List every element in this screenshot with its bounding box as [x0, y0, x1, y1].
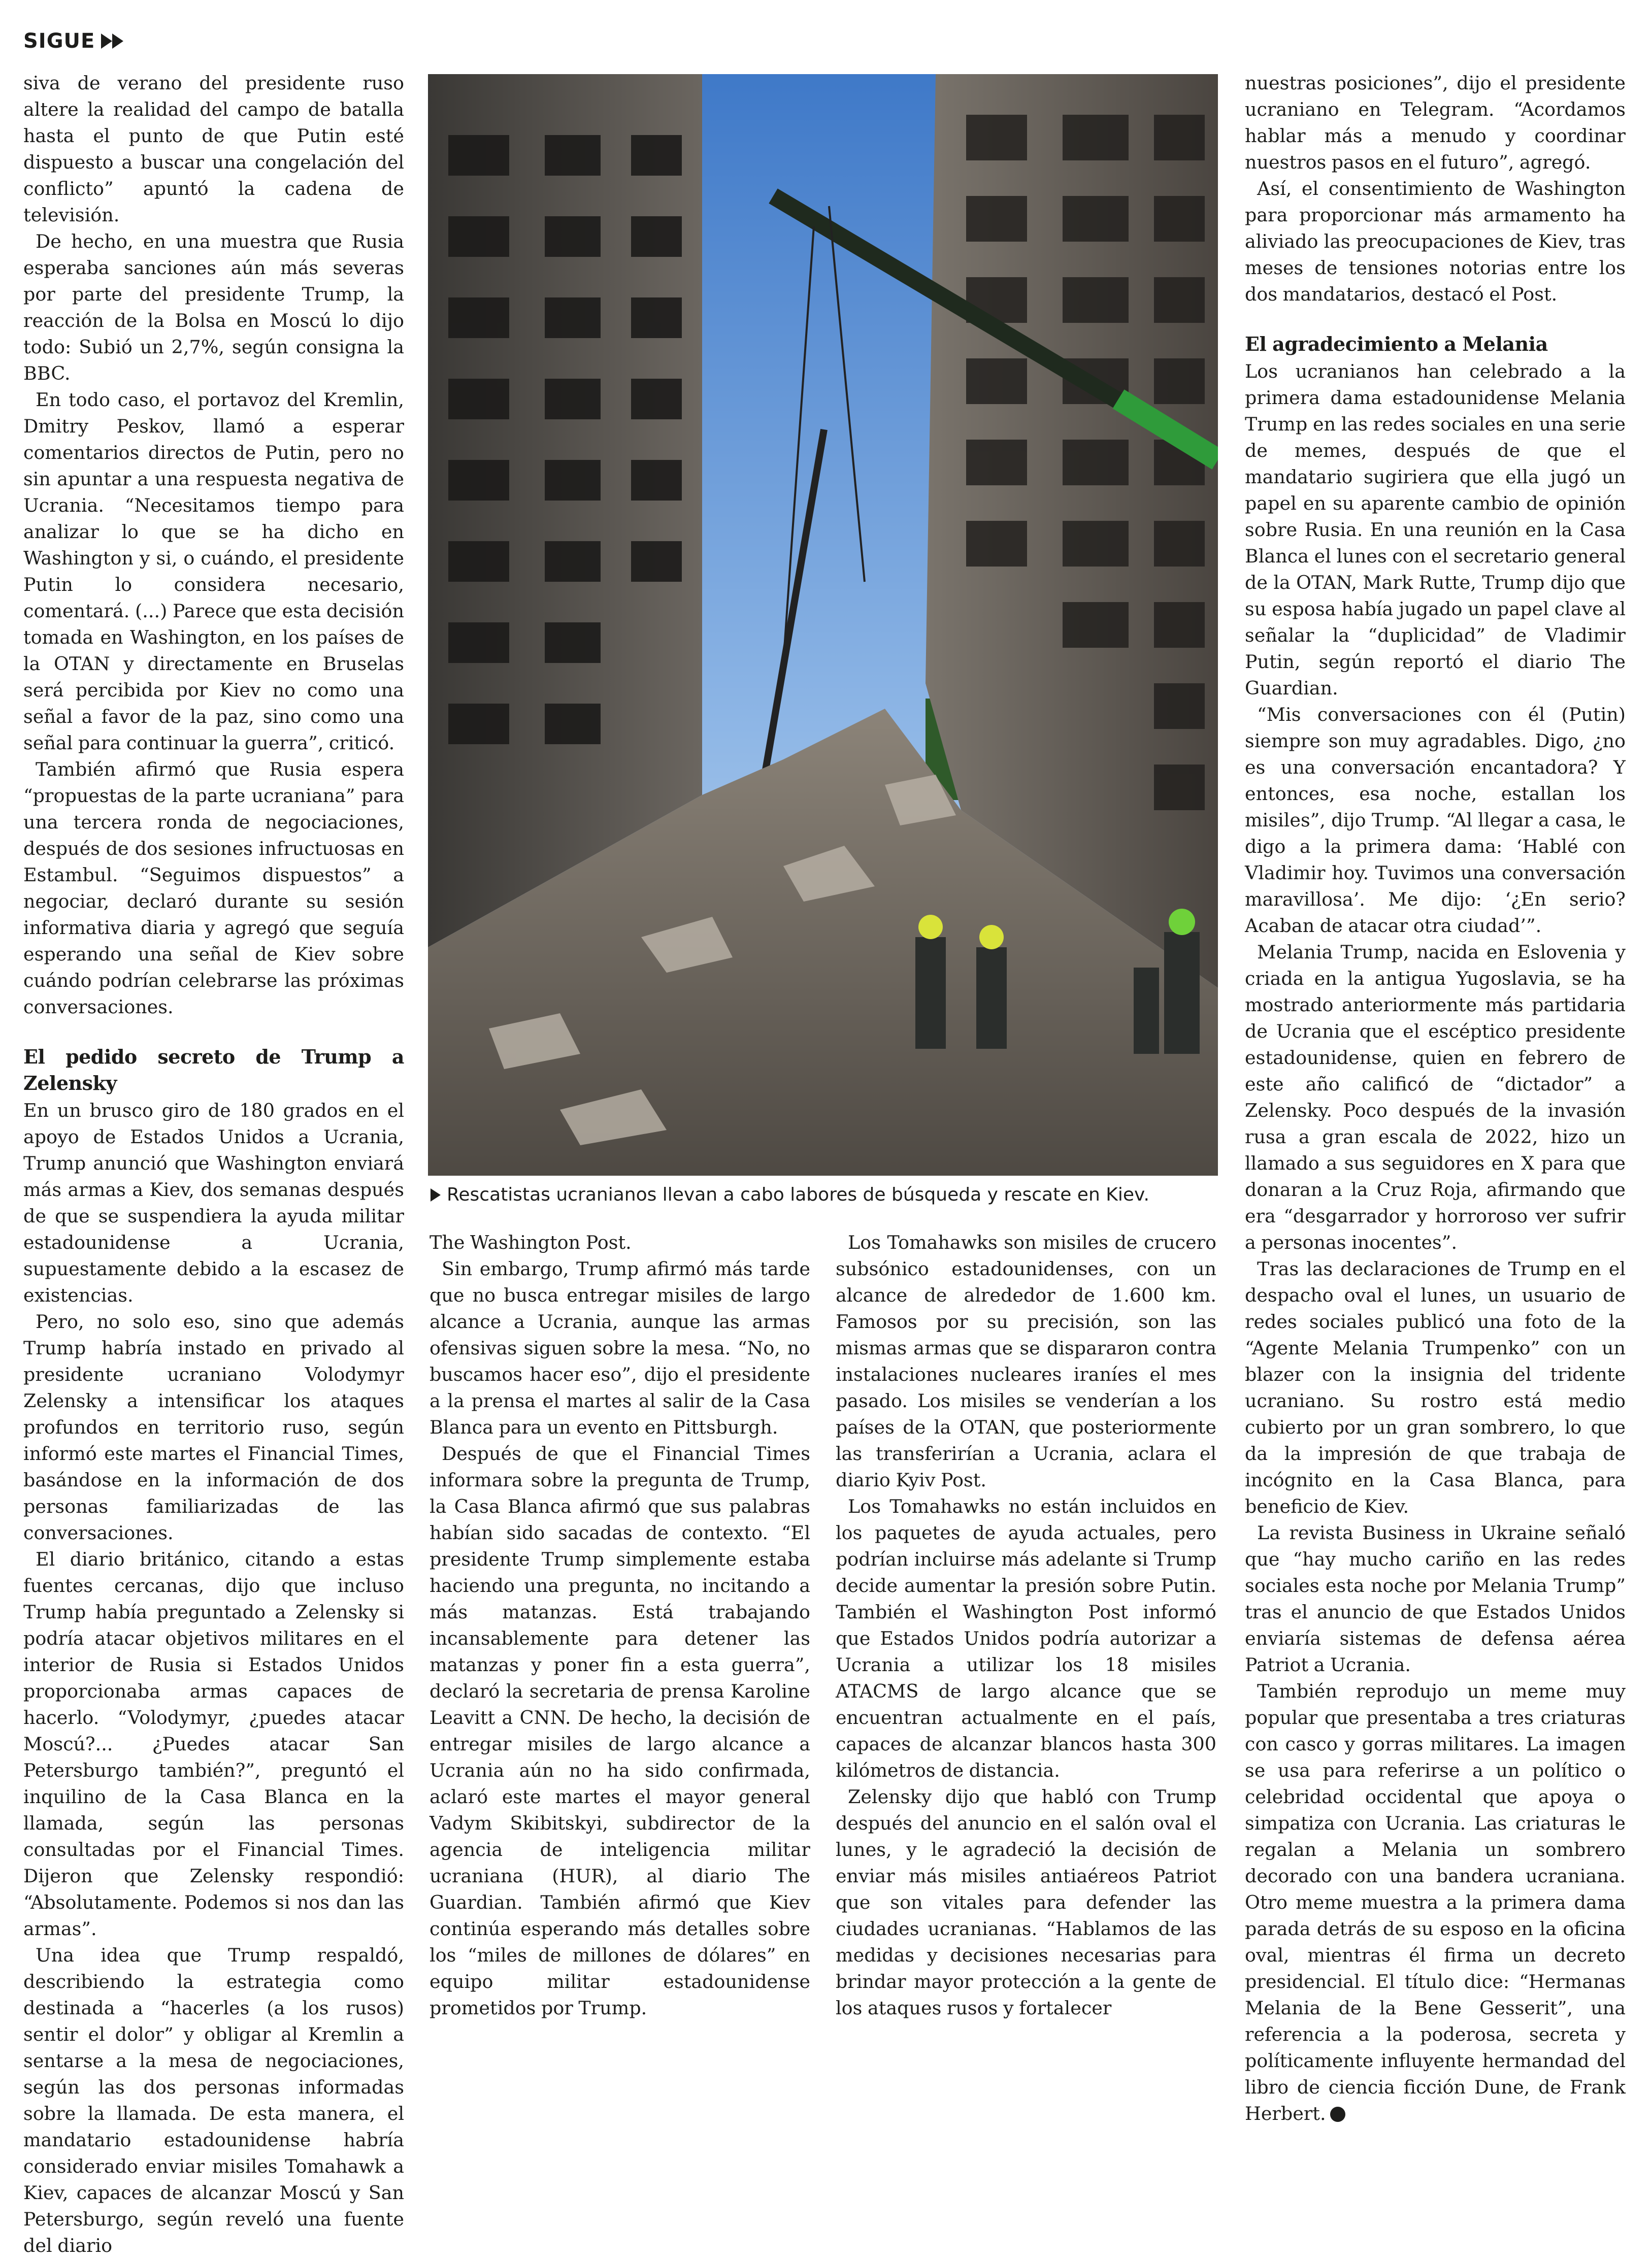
caption-arrow-icon: [431, 1188, 441, 1202]
paragraph: Así, el consentimiento de Washington para proporcionar más armamento ha aliviado las preocupaciones de Kiev, tras meses de tensiones notorias entre los dos mandatarios, destacó el Post.: [1245, 178, 1626, 305]
paragraph: nuestras posiciones”, dijo el presidente ucraniano en Telegram. “Acordamos hablar más a menudo y coordinar nuestros pasos en el futuro”, agregó.: [1245, 72, 1626, 173]
section-heading: El agradecimiento a Melania: [1245, 333, 1548, 355]
paragraph: También afirmó que Rusia espera “propuestas de la parte ucraniana” para una tercera ronda de negociaciones, después de dos sesiones infructuosas en Estambul. “Seguimos dispuestos” a negociar, declaró durante su sesión informativa diaria y agregó que seguía esperando una señal de Kiev sobre cuándo podrían celebrarse las próximas conversaciones.: [23, 758, 404, 1018]
kicker-label: SIGUE: [23, 29, 95, 53]
paragraph: “Mis conversaciones con él (Putin) siempre son muy agradables. Digo, ¿no es una conversación encantadora? Y entonces, esa noche, estallan los misiles”, dijo Trump. “Al llegar a casa, le digo a la primera dama: ‘Hablé con Vladimir hoy. Tuvimos una conversación maravillosa’. Me dijo: ‘¿En serio? Acaban de atacar otra ciudad’”.: [1245, 704, 1626, 937]
paragraph: Pero, no solo eso, sino que además Trump habría instado en privado al presidente ucraniano Volodymyr Zelensky a intensificar los ataques profundos en territorio ruso, según informó este martes el Financial Times, basándose en la información de dos personas familiarizadas de las conversaciones.: [23, 1311, 404, 1544]
paragraph: Melania Trump, nacida en Eslovenia y criada en la antigua Yugoslavia, se ha mostrado anteriormente más partidaria de Ucrania que el escéptico presidente estadounidense, quien en febrero de este año calificó de “dictador” a Zelensky. Poco después de la invasión rusa a gran escala de 2022, hizo un llamado a sus seguidores en X para que donaran a la Cruz Roja, afirmando que era “desgarrador y horroroso ver sufrir a personas inocentes”.: [1245, 941, 1626, 1253]
paragraph: Sin embargo, Trump afirmó más tarde que no busca entregar misiles de largo alcance a Ucrania, aunque las armas ofensivas siguen sobre la mesa. “No, no buscamos hacer eso”, dijo el presidente a la prensa el martes al salir de la Casa Blanca para un evento en Pittsburgh.: [429, 1258, 810, 1438]
arrow-right-icon: [101, 34, 112, 49]
section-heading: El pedido secreto de Trump a Zelensky: [23, 1045, 404, 1094]
column-2: [429, 1230, 810, 2021]
paragraph: En todo caso, el portavoz del Kremlin, Dmitry Peskov, llamó a esperar comentarios directos de Putin, pero no sin apuntar a una respuesta negativa de Ucrania. “Necesitamos tiempo para analizar lo que se ha dicho en Washington y si, o cuándo, el presidente Putin lo considera necesario, comentará. (...) Parece que esta decisión tomada en Washington, en los países de la OTAN y directamente en Bruselas será percibida por Kiev no como una señal a favor de la paz, sino como una señal para continuar la guerra”, criticó.: [23, 389, 404, 754]
photo-caption: [431, 1183, 1223, 1207]
paragraph: El diario británico, citando a estas fuentes cercanas, dijo que incluso Trump había preguntado a Zelensky si podría atacar objetivos militares en el interior de Rusia si Estados Unidos proporcionaba armas capaces de hacerlo. “Volodymyr, ¿puedes atacar Moscú?... ¿Puedes atacar San Petersburgo también?”, preguntó el inquilino de la Casa Blanca en la llamada, según las personas consultadas por el Financial Times. Dijeron que Zelensky respondió: “Absolutamente. Podemos si nos dan las armas”.: [23, 1548, 404, 1940]
column-3: [836, 1230, 1216, 2021]
paragraph: Los Tomahawks no están incluidos en los paquetes de ayuda actuales, pero podrían incluirse más adelante si Trump decide aumentar la presión sobre Putin. También el Washington Post informó que Estados Unidos podría autorizar a Ucrania a utilizar los 18 misiles ATACMS de largo alcance que se encuentran actualmente en el país, capaces de alcanzar blancos hasta 300 kilómetros de distancia.: [836, 1496, 1216, 1781]
paragraph: De hecho, en una muestra que Rusia esperaba sanciones aún más severas por parte del presidente Trump, la reacción de la Bolsa en Moscú lo dijo todo: Subió un 2,7%, según consigna la BBC.: [23, 230, 404, 384]
rescue-photo: [428, 74, 1218, 1176]
continues-kicker: [23, 29, 123, 53]
paragraph: Después de que el Financial Times informara sobre la pregunta de Trump, la Casa Blanca afirmó que sus palabras habían sido sacadas de contexto. “El presidente Trump simplemente estaba haciendo una pregunta, no incitando a más matanzas. Está trabajando incansablemente para detener las matanzas y poner fin a esta guerra”, declaró la secretaria de prensa Karoline Leavitt a CNN. De hecho, la decisión de entregar misiles de largo alcance a Ucrania aún no ha sido confirmada, aclaró este martes el mayor general Vadym Skibitskyi, subdirector de la agencia de inteligencia militar ucraniana (HUR), al diario The Guardian. También afirmó que Kiev continúa esperando más detalles sobre los “miles de millones de dólares” en equipo militar estadounidense prometidos por Trump.: [429, 1443, 810, 2019]
paragraph: Tras las declaraciones de Trump en el despacho oval el lunes, un usuario de redes sociales publicó una foto de la “Agente Melania Trumpenko” con un blazer con la insignia del tridente ucraniano. Su rostro está medio cubierto por un gran sombrero, lo que da la impresión de que trabaja de incógnito en la Casa Blanca, para beneficio de Kiev.: [1245, 1258, 1626, 1517]
end-of-article-dot-icon: [1330, 2107, 1345, 2122]
paragraph: Los ucranianos han celebrado a la primera dama estadounidense Melania Trump en las redes sociales en una serie de memes, después de que el mandatario sugiriera que ella jugó un papel en su aparente cambio de opinión sobre Rusia. En una reunión en la Casa Blanca el lunes con el secretario general de la OTAN, Mark Rutte, Trump dijo que su esposa había jugado un papel clave al señalar la “duplicidad” de Vladimir Putin, según reportó el diario The Guardian.: [1245, 360, 1626, 699]
paragraph: The Washington Post.: [429, 1232, 632, 1253]
rubble-scene-image: [428, 74, 1218, 1176]
column-4: [1245, 70, 1626, 2127]
paragraph: siva de verano del presidente ruso altere la realidad del campo de batalla hasta el punto de que Putin esté dispuesto a buscar una congelación del conflicto” apuntó la cadena de televisión.: [23, 72, 404, 226]
paragraph: En un brusco giro de 180 grados en el apoyo de Estados Unidos a Ucrania, Trump anunció que Washington enviará más armas a Kiev, dos semanas después de que se suspendiera la ayuda militar estadounidense a Ucrania, supuestamente debido a la escasez de existencias.: [23, 1100, 404, 1306]
caption-text: Rescatistas ucranianos llevan a cabo labores de búsqueda y rescate en Kiev.: [447, 1184, 1149, 1205]
paragraph: Los Tomahawks son misiles de crucero subsónico estadounidenses, con un alcance de alrededor de 1.600 km. Famosos por su precisión, son las mismas armas que se dispararon contra instalaciones nucleares iraníes el mes pasado. Los misiles se venderían a los países de la OTAN, que posteriormente las transferirían a Ucrania, aclara el diario Kyiv Post.: [836, 1232, 1216, 1491]
paragraph: [1245, 1678, 1626, 2127]
column-1: [23, 70, 404, 2259]
paragraph: La revista Business in Ukraine señaló que “hay mucho cariño en las redes sociales esta noche por Melania Trump” tras el anuncio de que Estados Unidos enviaría sistemas de defensa aérea Patriot a Ucrania.: [1245, 1522, 1626, 1676]
paragraph: Una idea que Trump respaldó, describiendo la estrategia como destinada a “hacerles (a los rusos) sentir el dolor” y obligar al Kremlin a sentarse a la mesa de negociaciones, según las dos personas informadas sobre la llamada. De esta manera, el mandatario estadounidense habría considerado enviar misiles Tomahawk a Kiev, capaces de alcanzar Moscú y San Petersburgo, según reveló una fuente del diario: [23, 1944, 404, 2256]
final-paragraph-text: También reprodujo un meme muy popular que presentaba a tres criaturas con casco y gorras militares. La imagen se usa para referirse a un político o celebridad occidental que apoya o simpatiza con Ucrania. Las criaturas le regalan a Melania un sombrero decorado con una bandera ucraniana. Otro meme muestra a la primera dama parada detrás de su esposo en la oficina oval, mientras él firma un decreto presidencial. El título dice: “Hermanas Melania de la Bene Gesserit”, una referencia a la poderosa, secreta y políticamente influyente hermandad del libro de ciencia ficción Dune, de Frank Herbert.: [1245, 1680, 1626, 2124]
paragraph: Zelensky dijo que habló con Trump después del anuncio en el salón oval el lunes, y le agradeció la decisión de enviar más misiles antiaéreos Patriot que son vitales para defender las ciudades ucranianas. “Hablamos de las medidas y decisiones necesarias para brindar mayor protección a la gente de los ataques rusos y fortalecer: [836, 1786, 1216, 2019]
arrow-right-icon: [112, 34, 123, 49]
